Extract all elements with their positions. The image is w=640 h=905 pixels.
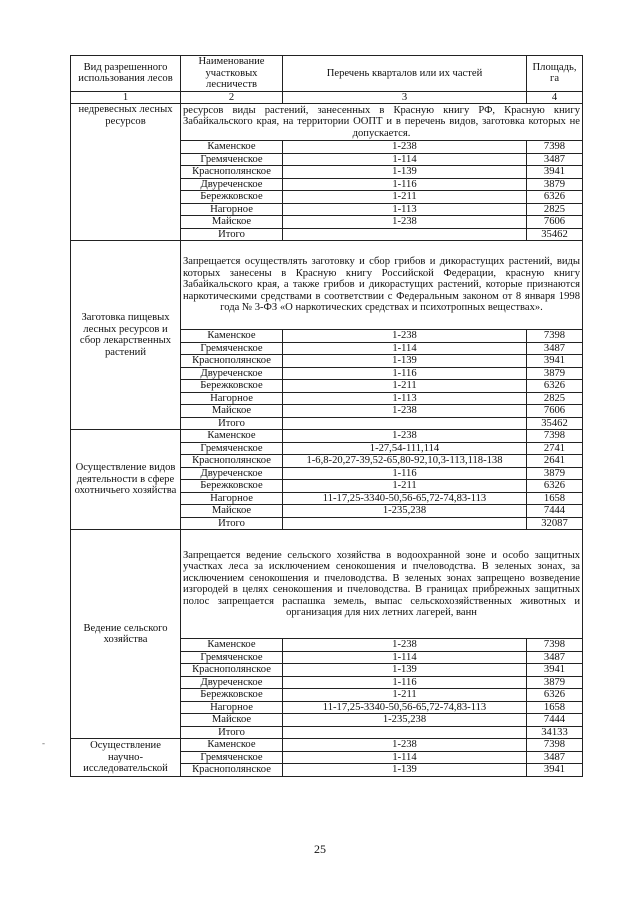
forestry-name: Краснополянское <box>181 166 283 179</box>
area-value: 7398 <box>527 639 583 652</box>
margin-mark: - <box>42 738 45 748</box>
page-number: 25 <box>314 842 326 856</box>
section-use-type: Ведение сельского хозяйства <box>71 530 181 739</box>
header-forestry-name: Наименование участковых лесничеств <box>181 56 283 92</box>
quarters-list: 1-116 <box>283 367 527 380</box>
total-label: Итого <box>181 228 283 241</box>
forestry-name: Каменское <box>181 739 283 752</box>
forestry-name: Гремяченское <box>181 342 283 355</box>
area-value: 3879 <box>527 676 583 689</box>
quarters-list: 1-238 <box>283 639 527 652</box>
total-area-value: 35462 <box>527 228 583 241</box>
area-value: 3941 <box>527 355 583 368</box>
area-value: 6326 <box>527 480 583 493</box>
section-note: Запрещается ведение сельского хозяйства в водоохранной зоне и особо защитных участках леса за исключением сенокошения и пчеловодства. В зеленых зонах, за исключением сенокошения и пчеловодства. В зеленых зонах запрещено возведение изгородей в целях сенокошения и пчеловодства. В границах прибрежных защитных полос запрещается распашка земель, выпас сельскохозяйственных животных и организация для них летних лагерей, ванн <box>181 530 583 639</box>
forestry-name: Нагорное <box>181 701 283 714</box>
total-empty-cell <box>283 517 527 530</box>
quarters-list: 1-116 <box>283 178 527 191</box>
quarters-list: 1-211 <box>283 480 527 493</box>
area-value: 3879 <box>527 178 583 191</box>
quarters-list: 1-139 <box>283 166 527 179</box>
area-value: 3879 <box>527 467 583 480</box>
quarters-list: 11-17,25-3340-50,56-65,72-74,83-113 <box>283 701 527 714</box>
quarters-list: 1-238 <box>283 739 527 752</box>
quarters-list: 1-114 <box>283 751 527 764</box>
header-area: Площадь, га <box>527 56 583 92</box>
forestry-name: Двуреченское <box>181 178 283 191</box>
forestry-name: Двуреченское <box>181 467 283 480</box>
quarters-list: 1-6,8-20,27-39,52-65,80-92,10,3-113,118-138 <box>283 455 527 468</box>
forestry-name: Бережковское <box>181 191 283 204</box>
quarters-list: 1-211 <box>283 191 527 204</box>
forestry-name: Гремяченское <box>181 153 283 166</box>
forestry-name: Нагорное <box>181 392 283 405</box>
area-value: 3487 <box>527 651 583 664</box>
quarters-list: 1-116 <box>283 676 527 689</box>
forestry-name: Бережковское <box>181 480 283 493</box>
forestry-name: Каменское <box>181 330 283 343</box>
quarters-list: 1-113 <box>283 203 527 216</box>
total-label: Итого <box>181 726 283 739</box>
area-value: 3941 <box>527 166 583 179</box>
table-header-row <box>71 56 583 92</box>
quarters-list: 1-139 <box>283 355 527 368</box>
header-quarters: Перечень кварталов или их частей <box>283 56 527 92</box>
area-value: 6326 <box>527 689 583 702</box>
forestry-name: Каменское <box>181 430 283 443</box>
area-value: 3941 <box>527 664 583 677</box>
quarters-list: 1-114 <box>283 651 527 664</box>
quarters-list: 1-114 <box>283 153 527 166</box>
quarters-list: 1-235,238 <box>283 505 527 518</box>
quarters-list: 1-238 <box>283 405 527 418</box>
area-value: 7398 <box>527 430 583 443</box>
section-note-row <box>71 104 583 141</box>
area-value: 6326 <box>527 191 583 204</box>
forest-use-table <box>70 55 583 777</box>
quarters-list: 1-235,238 <box>283 714 527 727</box>
section-note: ресурсов виды растений, занесенных в Красную книгу РФ, Красную книгу Забайкальского края, на территории ООПТ и в перечень видов, заготовка которых не допускается. <box>181 104 583 141</box>
forestry-name: Краснополянское <box>181 355 283 368</box>
header-use-type: Вид разрешенного использования лесов <box>71 56 181 92</box>
forestry-name: Майское <box>181 505 283 518</box>
section-use-type: недревесных лесных ресурсов <box>71 104 181 241</box>
area-value: 3487 <box>527 153 583 166</box>
table-row <box>71 739 583 752</box>
forestry-name: Двуреченское <box>181 676 283 689</box>
table-body <box>71 56 583 777</box>
forestry-name: Каменское <box>181 141 283 154</box>
area-value: 1658 <box>527 701 583 714</box>
forestry-name: Краснополянское <box>181 455 283 468</box>
area-value: 1658 <box>527 492 583 505</box>
forestry-name: Гремяченское <box>181 751 283 764</box>
forestry-name: Нагорное <box>181 492 283 505</box>
quarters-list: 1-238 <box>283 216 527 229</box>
column-number-row <box>71 91 583 104</box>
quarters-list: 1-114 <box>283 342 527 355</box>
area-value: 7606 <box>527 216 583 229</box>
section-use-type: Заготовка пищевых лесных ресурсов и сбор лекарственных растений <box>71 241 181 430</box>
total-label: Итого <box>181 517 283 530</box>
quarters-list: 1-238 <box>283 141 527 154</box>
area-value: 2825 <box>527 203 583 216</box>
forestry-name: Гремяченское <box>181 651 283 664</box>
area-value: 3487 <box>527 342 583 355</box>
total-label: Итого <box>181 417 283 430</box>
area-value: 3879 <box>527 367 583 380</box>
section-note-row <box>71 241 583 330</box>
section-note: Запрещается осуществлять заготовку и сбор грибов и дикорастущих растений, виды которых занесены в Красную книгу Российской Федерации, красную книгу Забайкальского края, а также грибов и дикорастущих растений, которые признаются наркотическими средствами в соответствии с Федеральным законом от 8 января 1998 года № 3-ФЗ «О наркотических средствах и психотропных веществах». <box>181 241 583 330</box>
column-number-1: 1 <box>71 91 181 104</box>
column-number-4: 4 <box>527 91 583 104</box>
forestry-name: Майское <box>181 216 283 229</box>
area-value: 2741 <box>527 442 583 455</box>
area-value: 7398 <box>527 739 583 752</box>
forestry-name: Бережковское <box>181 380 283 393</box>
section-use-type: Осуществление научно-исследовательской <box>71 739 181 777</box>
quarters-list: 1-238 <box>283 430 527 443</box>
total-area-value: 34133 <box>527 726 583 739</box>
quarters-list: 1-116 <box>283 467 527 480</box>
area-value: 7606 <box>527 405 583 418</box>
quarters-list: 1-139 <box>283 764 527 777</box>
quarters-list: 11-17,25-3340-50,56-65,72-74,83-113 <box>283 492 527 505</box>
quarters-list: 1-27,54-111,114 <box>283 442 527 455</box>
forestry-name: Краснополянское <box>181 664 283 677</box>
quarters-list: 1-211 <box>283 380 527 393</box>
area-value: 3941 <box>527 764 583 777</box>
area-value: 2825 <box>527 392 583 405</box>
area-value: 7398 <box>527 141 583 154</box>
forestry-name: Гремяченское <box>181 442 283 455</box>
area-value: 7398 <box>527 330 583 343</box>
forestry-name: Нагорное <box>181 203 283 216</box>
area-value: 6326 <box>527 380 583 393</box>
area-value: 2641 <box>527 455 583 468</box>
total-area-value: 35462 <box>527 417 583 430</box>
quarters-list: 1-211 <box>283 689 527 702</box>
section-note-row <box>71 530 583 639</box>
area-value: 7444 <box>527 505 583 518</box>
forestry-name: Краснополянское <box>181 764 283 777</box>
forestry-name: Двуреченское <box>181 367 283 380</box>
forestry-name: Каменское <box>181 639 283 652</box>
section-use-type: Осуществление видов деятельности в сфере охотничьего хозяйства <box>71 430 181 530</box>
forestry-name: Майское <box>181 405 283 418</box>
table-row <box>71 430 583 443</box>
forestry-name: Майское <box>181 714 283 727</box>
column-number-3: 3 <box>283 91 527 104</box>
area-value: 7444 <box>527 714 583 727</box>
area-value: 3487 <box>527 751 583 764</box>
forestry-name: Бережковское <box>181 689 283 702</box>
total-empty-cell <box>283 417 527 430</box>
quarters-list: 1-238 <box>283 330 527 343</box>
total-empty-cell <box>283 726 527 739</box>
quarters-list: 1-113 <box>283 392 527 405</box>
total-empty-cell <box>283 228 527 241</box>
total-area-value: 32087 <box>527 517 583 530</box>
column-number-2: 2 <box>181 91 283 104</box>
quarters-list: 1-139 <box>283 664 527 677</box>
